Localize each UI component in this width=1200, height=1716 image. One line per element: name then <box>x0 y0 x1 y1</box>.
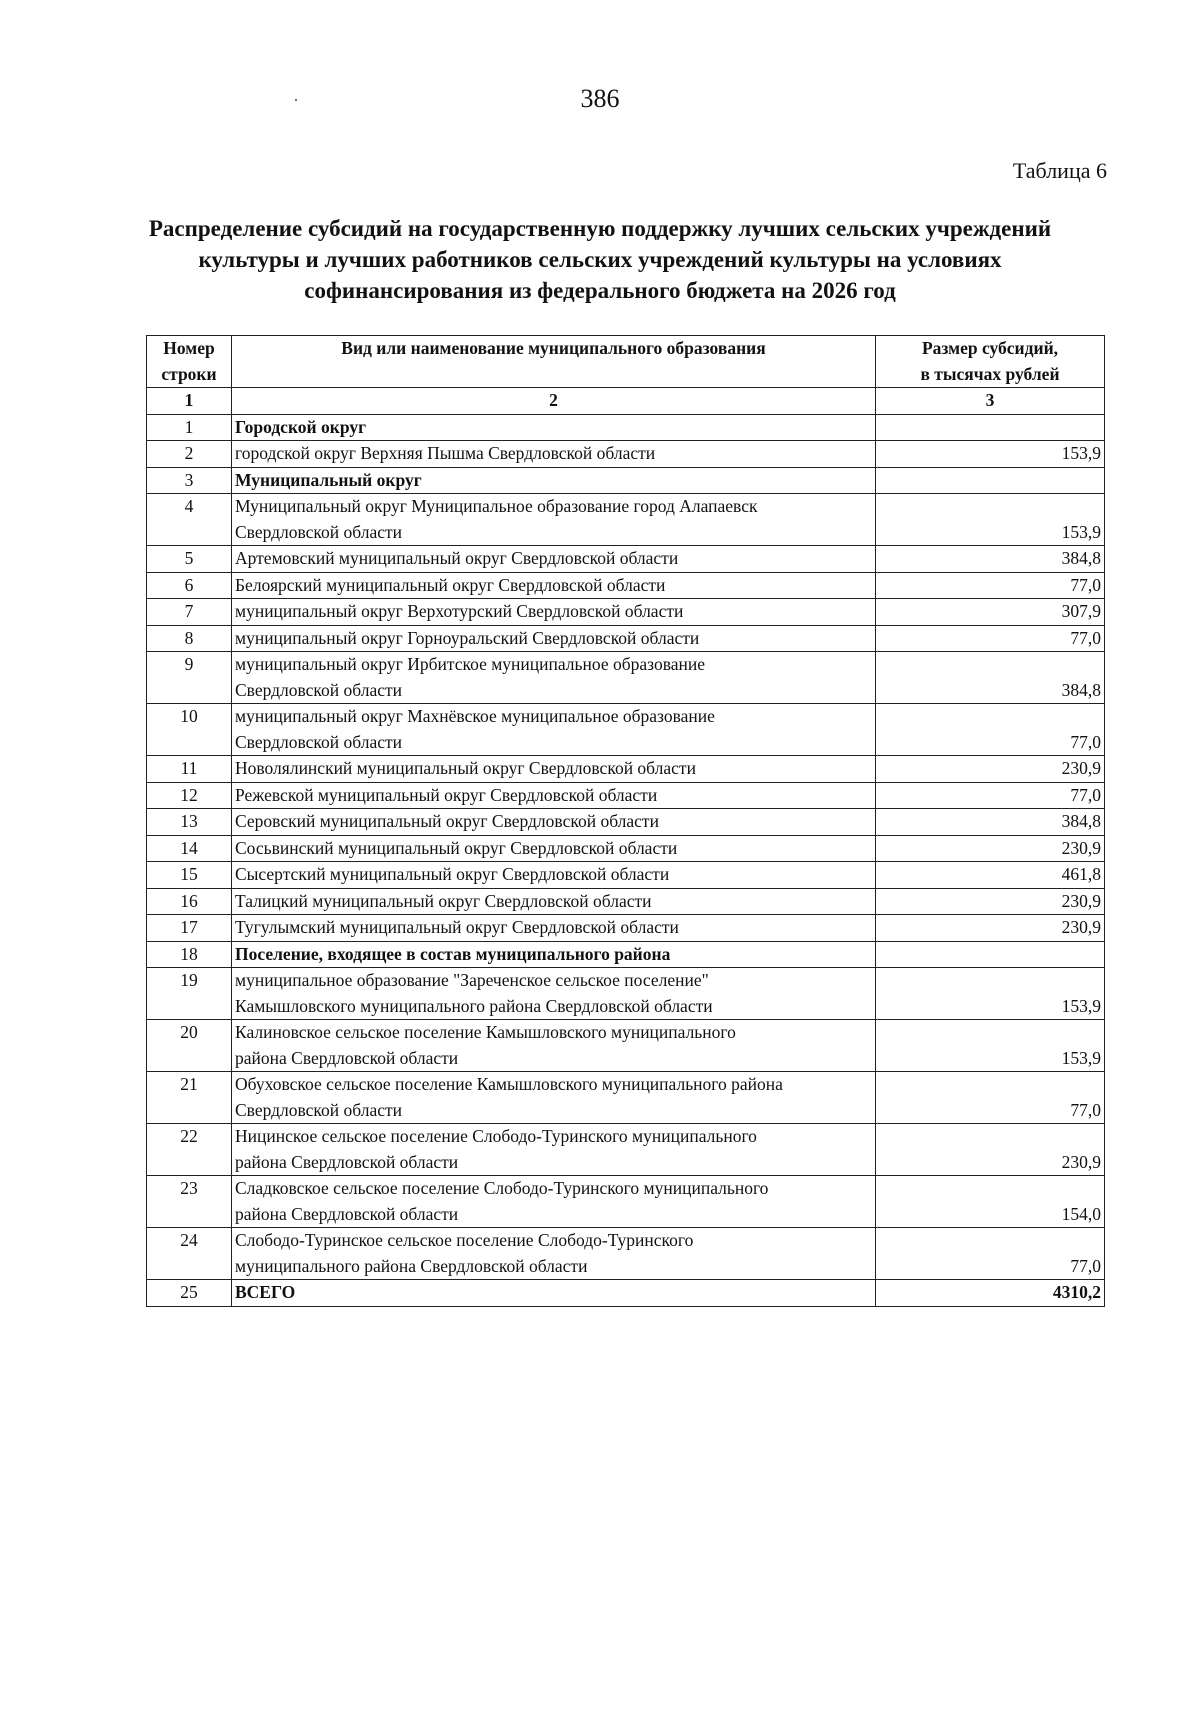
table-row <box>147 1228 1105 1280</box>
table-header-row <box>147 336 1105 388</box>
municipality-name-line: Артемовский муниципальный округ Свердловской области <box>235 548 679 568</box>
table-row <box>147 1280 1105 1307</box>
municipality-name-line: района Свердловской области <box>235 1151 459 1172</box>
municipality-name-cell <box>232 756 876 783</box>
municipality-name-cell <box>232 1124 876 1176</box>
municipality-name-line: муниципального района Свердловской области <box>235 1255 588 1276</box>
header-row-number-line: Номер <box>163 338 215 358</box>
subsidy-amount-cell: 4310,2 <box>876 1280 1105 1307</box>
subsidy-amount-cell: 230,9 <box>876 888 1105 915</box>
subsidy-amount-cell: 77,0 <box>876 572 1105 599</box>
municipality-name-cell <box>232 494 876 546</box>
row-number-cell: 21 <box>147 1072 232 1124</box>
table-row <box>147 546 1105 573</box>
municipality-name-line: Новолялинский муниципальный округ Свердловской области <box>235 758 696 778</box>
municipality-name-line: Талицкий муниципальный округ Свердловской области <box>235 890 652 911</box>
table-row <box>147 494 1105 546</box>
header-municipality-name: Вид или наименование муниципального образования <box>232 336 876 388</box>
municipality-name-line: Обуховское сельское поселение Камышловского муниципального района <box>235 1074 783 1094</box>
municipality-name-cell <box>232 968 876 1020</box>
subsidy-amount-cell: 153,9 <box>876 441 1105 468</box>
table-row <box>147 809 1105 836</box>
municipality-name-line: Свердловской области <box>235 731 403 752</box>
row-number-cell: 25 <box>147 1280 232 1307</box>
row-number-cell: 24 <box>147 1228 232 1280</box>
table-row <box>147 572 1105 599</box>
table-row <box>147 968 1105 1020</box>
municipality-name-line: муниципальный округ Махнёвское муниципальное образование <box>235 706 715 726</box>
header-row-number-line: строки <box>161 363 217 384</box>
subsidy-amount-cell: 230,9 <box>876 756 1105 783</box>
municipality-name-line: Городской округ <box>235 416 367 437</box>
row-number-cell: 3 <box>147 467 232 494</box>
column-number: 2 <box>232 388 876 415</box>
document-title <box>130 213 1070 306</box>
municipality-name-cell <box>232 625 876 652</box>
municipality-name-line: Свердловской области <box>235 1099 403 1120</box>
subsidy-amount-cell: 153,9 <box>876 494 1105 546</box>
subsidy-amount-cell: 77,0 <box>876 782 1105 809</box>
municipality-name-cell <box>232 835 876 862</box>
subsidy-amount-cell: 230,9 <box>876 835 1105 862</box>
subsidy-amount-cell: 307,9 <box>876 599 1105 626</box>
table-row <box>147 414 1105 441</box>
subsidy-amount-cell <box>876 467 1105 494</box>
municipality-name-cell <box>232 888 876 915</box>
row-number-cell: 22 <box>147 1124 232 1176</box>
municipality-name-cell <box>232 1280 876 1307</box>
municipality-name-line: Серовский муниципальный округ Свердловской области <box>235 811 659 831</box>
subsidy-amount-cell: 230,9 <box>876 1124 1105 1176</box>
row-number-cell: 14 <box>147 835 232 862</box>
title-line: софинансирования из федерального бюджета на 2026 год <box>304 278 896 303</box>
table-row <box>147 835 1105 862</box>
row-number-cell: 11 <box>147 756 232 783</box>
table-row <box>147 1176 1105 1228</box>
municipality-name-line: Режевской муниципальный округ Свердловской области <box>235 784 658 805</box>
municipality-name-cell <box>232 1072 876 1124</box>
row-number-cell: 12 <box>147 782 232 809</box>
municipality-name-line: района Свердловской области <box>235 1203 459 1224</box>
subsidy-amount-cell: 77,0 <box>876 625 1105 652</box>
table-row <box>147 756 1105 783</box>
row-number-cell: 8 <box>147 625 232 652</box>
subsidy-amount-cell <box>876 941 1105 968</box>
table-row <box>147 599 1105 626</box>
row-number-cell: 10 <box>147 704 232 756</box>
subsidy-amount-cell: 77,0 <box>876 1072 1105 1124</box>
table-row <box>147 782 1105 809</box>
table-row <box>147 652 1105 704</box>
table-row <box>147 704 1105 756</box>
municipality-name-cell <box>232 652 876 704</box>
municipality-name-line: Калиновское сельское поселение Камышловского муниципального <box>235 1022 736 1042</box>
header-subsidy-amount-line: в тысячах рублей <box>920 363 1060 384</box>
municipality-name-cell <box>232 1176 876 1228</box>
municipality-name-line: Свердловской области <box>235 679 403 700</box>
header-subsidy-amount <box>876 336 1105 388</box>
municipality-name-line: Сысертский муниципальный округ Свердловской области <box>235 864 670 884</box>
header-subsidy-amount-line: Размер субсидий, <box>921 338 1059 358</box>
municipality-name-cell <box>232 572 876 599</box>
row-number-cell: 16 <box>147 888 232 915</box>
subsidy-amount-cell: 384,8 <box>876 809 1105 836</box>
row-number-cell: 5 <box>147 546 232 573</box>
municipality-name-cell <box>232 467 876 494</box>
table-label: Таблица 6 <box>1012 158 1107 183</box>
municipality-name-line: Ницинское сельское поселение Слободо-Туринского муниципального <box>235 1126 757 1146</box>
municipality-name-cell <box>232 862 876 889</box>
title-line: культуры и лучших работников сельских учреждений культуры на условиях <box>198 247 1002 272</box>
header-row-number <box>147 336 232 388</box>
page-number: 386 <box>580 84 620 113</box>
municipality-name-cell <box>232 1228 876 1280</box>
municipality-name-line: городской округ Верхняя Пышма Свердловской области <box>235 443 656 463</box>
municipality-name-cell <box>232 782 876 809</box>
row-number-cell: 6 <box>147 572 232 599</box>
municipality-name-cell <box>232 599 876 626</box>
subsidy-amount-cell <box>876 414 1105 441</box>
municipality-name-cell <box>232 1020 876 1072</box>
municipality-name-line: ВСЕГО <box>235 1282 296 1302</box>
subsidy-amount-cell: 154,0 <box>876 1176 1105 1228</box>
row-number-cell: 9 <box>147 652 232 704</box>
municipality-name-line: муниципальный округ Верхотурский Свердловской области <box>235 601 684 621</box>
table-row <box>147 1020 1105 1072</box>
row-number-cell: 17 <box>147 915 232 942</box>
title-line: Распределение субсидий на государственную поддержку лучших сельских учреждений <box>148 216 1052 241</box>
municipality-name-line: Тугулымский муниципальный округ Свердловской области <box>235 917 679 937</box>
subsidy-amount-cell: 461,8 <box>876 862 1105 889</box>
row-number-cell: 4 <box>147 494 232 546</box>
row-number-cell: 20 <box>147 1020 232 1072</box>
row-number-cell: 23 <box>147 1176 232 1228</box>
table-row <box>147 941 1105 968</box>
column-numbers-row <box>147 388 1105 415</box>
column-number: 1 <box>147 388 232 415</box>
subsidy-amount-cell: 384,8 <box>876 652 1105 704</box>
municipality-name-line: Сосьвинский муниципальный округ Свердловской области <box>235 837 678 858</box>
municipality-name-line: района Свердловской области <box>235 1047 459 1068</box>
row-number-cell: 7 <box>147 599 232 626</box>
row-number-cell: 13 <box>147 809 232 836</box>
subsidy-amount-cell: 77,0 <box>876 704 1105 756</box>
municipality-name-cell <box>232 441 876 468</box>
municipality-name-cell <box>232 414 876 441</box>
subsidies-table <box>146 335 1105 1307</box>
municipality-name-line: муниципальное образование "Зареченское сельское поселение" <box>235 970 709 990</box>
table-row <box>147 467 1105 494</box>
municipality-name-line: Поселение, входящее в состав муниципального района <box>235 943 671 964</box>
row-number-cell: 19 <box>147 968 232 1020</box>
row-number-cell: 15 <box>147 862 232 889</box>
municipality-name-line: муниципальный округ Ирбитское муниципальное образование <box>235 654 706 674</box>
table-row <box>147 441 1105 468</box>
row-number-cell: 1 <box>147 414 232 441</box>
table-row <box>147 1072 1105 1124</box>
subsidy-amount-cell: 230,9 <box>876 915 1105 942</box>
table-row <box>147 888 1105 915</box>
subsidy-amount-cell: 153,9 <box>876 968 1105 1020</box>
municipality-name-line: Муниципальный округ Муниципальное образование город Алапаевск <box>235 496 758 516</box>
subsidy-amount-cell: 384,8 <box>876 546 1105 573</box>
municipality-name-line: Сладковское сельское поселение Слободо-Туринского муниципального <box>235 1178 769 1198</box>
municipality-name-cell <box>232 941 876 968</box>
municipality-name-line: Белоярский муниципальный округ Свердловской области <box>235 574 666 595</box>
municipality-name-line: Слободо-Туринское сельское поселение Слободо-Туринского <box>235 1230 694 1250</box>
municipality-name-cell <box>232 704 876 756</box>
table-row <box>147 862 1105 889</box>
subsidy-amount-cell: 77,0 <box>876 1228 1105 1280</box>
scan-speck <box>295 99 297 101</box>
municipality-name-cell <box>232 809 876 836</box>
table-row <box>147 625 1105 652</box>
municipality-name-line: Свердловской области <box>235 521 403 542</box>
municipality-name-cell <box>232 915 876 942</box>
municipality-name-line: муниципальный округ Горноуральский Свердловской области <box>235 627 700 648</box>
municipality-name-cell <box>232 546 876 573</box>
row-number-cell: 18 <box>147 941 232 968</box>
table-row <box>147 915 1105 942</box>
table-row <box>147 1124 1105 1176</box>
subsidy-amount-cell: 153,9 <box>876 1020 1105 1072</box>
municipality-name-line: Камышловского муниципального района Свердловской области <box>235 995 713 1016</box>
column-number: 3 <box>876 388 1105 415</box>
row-number-cell: 2 <box>147 441 232 468</box>
municipality-name-line: Муниципальный округ <box>235 469 422 490</box>
